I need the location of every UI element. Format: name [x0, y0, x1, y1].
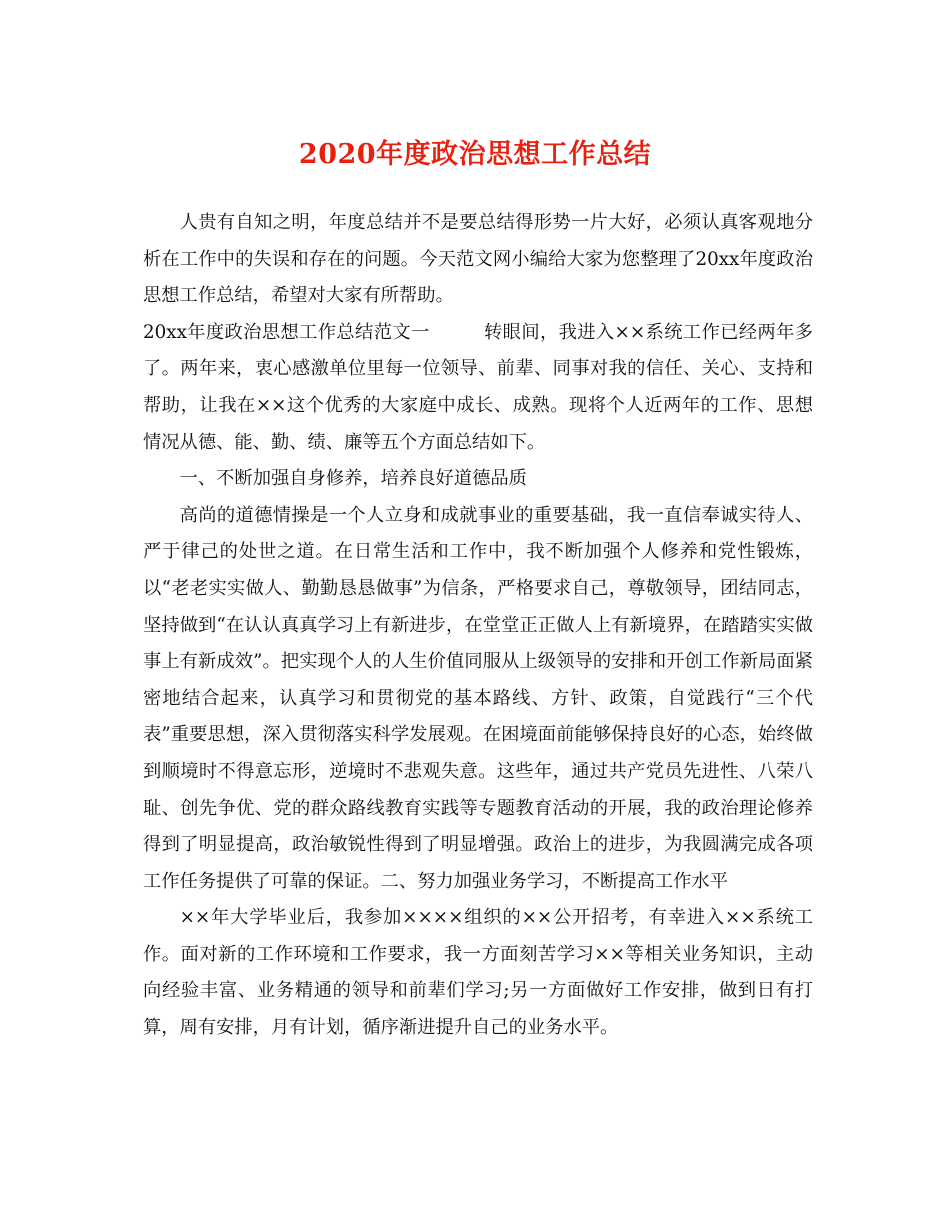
- document-title: 2020年度政治思想工作总结: [298, 139, 652, 170]
- sample-paragraph: [143, 315, 813, 461]
- document-body: [143, 205, 813, 1047]
- sample-opening-text: 转眼间，我进入××系统工作已经两年多了。两年来，衷心感激单位里每一位领导、前辈、同事对我的信任、关心、支持和帮助，让我在××这个优秀的大家庭中成长、成熟。现将个人近两年的工作、思想情况从德、能、勤、绩、廉等五个方面总结如下。: [143, 321, 813, 453]
- section-2-heading: 二、努力加强业务学习，不断提高工作水平: [380, 870, 728, 892]
- intro-paragraph: 人贵有自知之明，年度总结并不是要总结得形势一片大好，必须认真客观地分析在工作中的失误和存在的问题。今天范文网小编给大家为您整理了20xx年度政治思想工作总结，希望对大家有所帮助。: [143, 212, 813, 307]
- section-1-paragraph: [143, 498, 813, 901]
- section-1-heading: 一、不断加强自身修养，培养良好道德品质: [179, 468, 527, 490]
- sample-heading: 20xx年度政治思想工作总结范文一: [143, 321, 430, 343]
- section-2-paragraph: ××年大学毕业后，我参加××××组织的××公开招考，有幸进入××系统工作。面对新的工作环境和工作要求，我一方面刻苦学习××等相关业务知识，主动向经验丰富、业务精通的领导和前辈们学习;另一方面做好工作安排，做到日有打算，周有安排，月有计划，循序渐进提升自己的业务水平。: [143, 907, 813, 1039]
- section-1-body: 高尚的道德情操是一个人立身和成就事业的重要基础，我一直信奉诚实待人、严于律己的处世之道。在日常生活和工作中，我不断加强个人修养和党性锻炼，以“老老实实做人、勤勤恳恳做事”为信条，严格要求自己，尊敬领导，团结同志，坚持做到“在认认真真学习上有新进步，在堂堂正正做人上有新境界，在踏踏实实做事上有新成效”。把实现个人的人生价值同服从上级领导的安排和开创工作新局面紧密地结合起来，认真学习和贯彻党的基本路线、方针、政策，自觉践行“三个代表”重要思想，深入贯彻落实科学发展观。在困境面前能够保持良好的心态，始终做到顺境时不得意忘形，逆境时不悲观失意。这些年，通过共产党员先进性、八荣八耻、创先争优、党的群众路线教育实践等专题教育活动的开展，我的政治理论修养得到了明显提高，政治敏锐性得到了明显增强。政治上的进步，为我圆满完成各项工作任务提供了可靠的保证。: [143, 504, 813, 892]
